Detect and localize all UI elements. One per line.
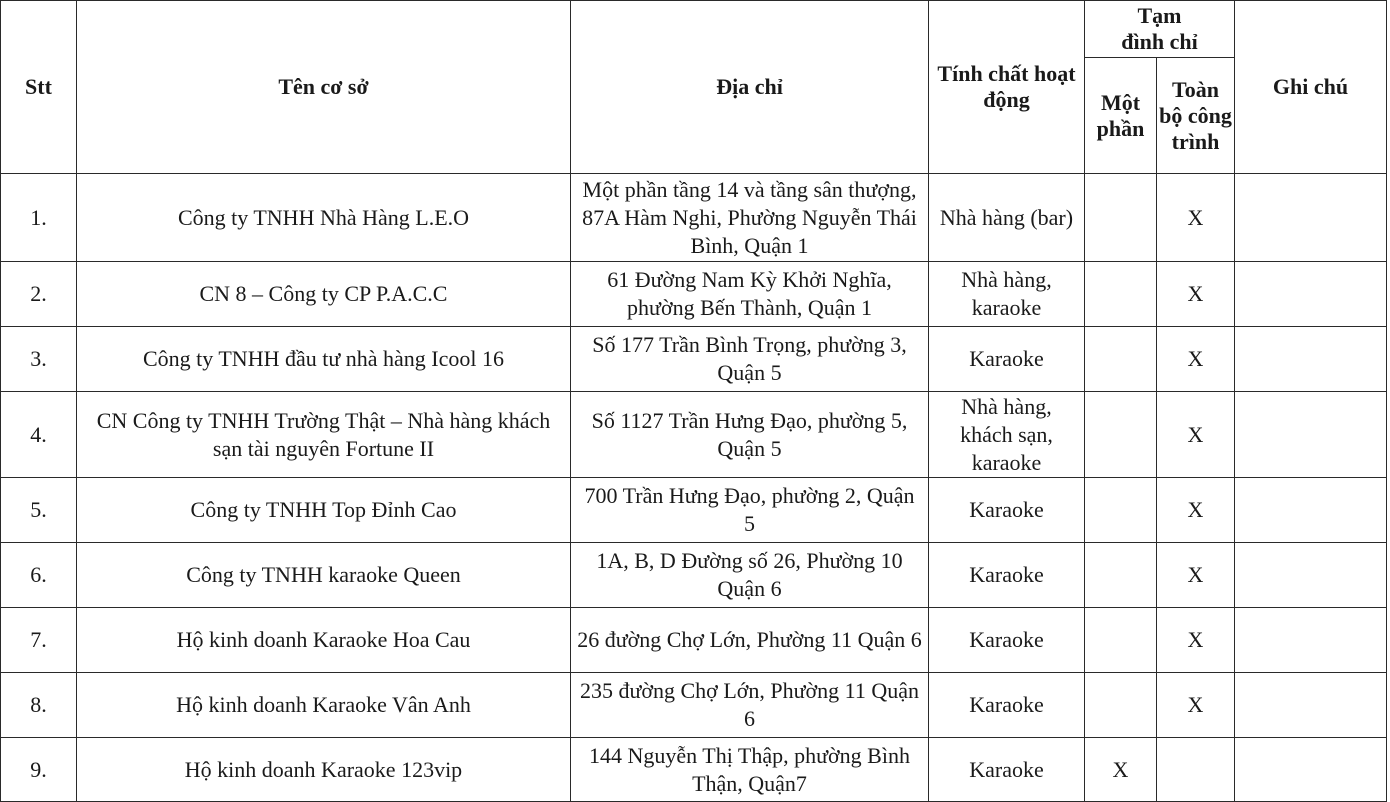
row-activity: Karaoke bbox=[929, 738, 1085, 802]
row-note bbox=[1235, 608, 1387, 673]
row-address: 700 Trần Hưng Đạo, phường 2, Quận 5 bbox=[571, 478, 929, 543]
row-name: Hộ kinh doanh Karaoke 123vip bbox=[77, 738, 571, 802]
row-partial-mark bbox=[1085, 262, 1157, 327]
row-partial-mark bbox=[1085, 392, 1157, 478]
row-partial-mark bbox=[1085, 608, 1157, 673]
row-note bbox=[1235, 543, 1387, 608]
row-activity: Nhà hàng (bar) bbox=[929, 174, 1085, 262]
row-whole-mark: X bbox=[1157, 174, 1235, 262]
row-address: 144 Nguyễn Thị Thập, phường Bình Thận, Quận7 bbox=[571, 738, 929, 802]
table-row bbox=[1, 673, 1387, 738]
row-whole-mark: X bbox=[1157, 392, 1235, 478]
table-row bbox=[1, 608, 1387, 673]
table-row bbox=[1, 327, 1387, 392]
row-note bbox=[1235, 327, 1387, 392]
row-partial-mark bbox=[1085, 174, 1157, 262]
row-activity: Karaoke bbox=[929, 608, 1085, 673]
row-whole-mark: X bbox=[1157, 543, 1235, 608]
row-whole-mark bbox=[1157, 738, 1235, 802]
row-name: Hộ kinh doanh Karaoke Hoa Cau bbox=[77, 608, 571, 673]
row-partial-mark bbox=[1085, 327, 1157, 392]
row-activity: Karaoke bbox=[929, 543, 1085, 608]
row-stt: 9. bbox=[1, 738, 77, 802]
row-name: Công ty TNHH đầu tư nhà hàng Icool 16 bbox=[77, 327, 571, 392]
row-address: 26 đường Chợ Lớn, Phường 11 Quận 6 bbox=[571, 608, 929, 673]
row-name: Công ty TNHH Top Đỉnh Cao bbox=[77, 478, 571, 543]
header-activity: Tính chất hoạt động bbox=[929, 1, 1085, 174]
row-activity: Karaoke bbox=[929, 327, 1085, 392]
table-row bbox=[1, 543, 1387, 608]
row-address: 235 đường Chợ Lớn, Phường 11 Quận 6 bbox=[571, 673, 929, 738]
header-partial: Một phần bbox=[1085, 58, 1157, 174]
row-stt: 1. bbox=[1, 174, 77, 262]
row-note bbox=[1235, 673, 1387, 738]
row-stt: 8. bbox=[1, 673, 77, 738]
table-header bbox=[1, 1, 1387, 174]
row-stt: 7. bbox=[1, 608, 77, 673]
row-note bbox=[1235, 262, 1387, 327]
table-row bbox=[1, 478, 1387, 543]
row-activity: Nhà hàng, khách sạn, karaoke bbox=[929, 392, 1085, 478]
row-whole-mark: X bbox=[1157, 478, 1235, 543]
row-stt: 6. bbox=[1, 543, 77, 608]
row-activity: Karaoke bbox=[929, 478, 1085, 543]
row-name: Công ty TNHH Nhà Hàng L.E.O bbox=[77, 174, 571, 262]
row-partial-mark bbox=[1085, 673, 1157, 738]
row-stt: 2. bbox=[1, 262, 77, 327]
row-whole-mark: X bbox=[1157, 262, 1235, 327]
row-whole-mark: X bbox=[1157, 327, 1235, 392]
row-note bbox=[1235, 738, 1387, 802]
header-name: Tên cơ sở bbox=[77, 1, 571, 174]
row-name: CN 8 – Công ty CP P.A.C.C bbox=[77, 262, 571, 327]
row-address: Một phần tầng 14 và tầng sân thượng, 87A Hàm Nghi, Phường Nguyễn Thái Bình, Quận 1 bbox=[571, 174, 929, 262]
row-note bbox=[1235, 478, 1387, 543]
row-address: 61 Đường Nam Kỳ Khởi Nghĩa, phường Bến Thành, Quận 1 bbox=[571, 262, 929, 327]
row-name: Hộ kinh doanh Karaoke Vân Anh bbox=[77, 673, 571, 738]
header-whole: Toàn bộ công trình bbox=[1157, 58, 1235, 174]
row-partial-mark bbox=[1085, 543, 1157, 608]
row-whole-mark: X bbox=[1157, 673, 1235, 738]
table-row bbox=[1, 262, 1387, 327]
row-activity: Karaoke bbox=[929, 673, 1085, 738]
row-name: Công ty TNHH karaoke Queen bbox=[77, 543, 571, 608]
row-name: CN Công ty TNHH Trường Thật – Nhà hàng khách sạn tài nguyên Fortune II bbox=[77, 392, 571, 478]
row-note bbox=[1235, 392, 1387, 478]
row-stt: 5. bbox=[1, 478, 77, 543]
row-address: Số 177 Trần Bình Trọng, phường 3, Quận 5 bbox=[571, 327, 929, 392]
row-activity: Nhà hàng, karaoke bbox=[929, 262, 1085, 327]
row-address: 1A, B, D Đường số 26, Phường 10 Quận 6 bbox=[571, 543, 929, 608]
row-partial-mark bbox=[1085, 478, 1157, 543]
table-body bbox=[1, 174, 1387, 802]
table-row bbox=[1, 738, 1387, 802]
header-suspension: Tạm đình chỉ bbox=[1085, 1, 1235, 58]
row-whole-mark: X bbox=[1157, 608, 1235, 673]
row-stt: 3. bbox=[1, 327, 77, 392]
header-note: Ghi chú bbox=[1235, 1, 1387, 174]
table-row bbox=[1, 392, 1387, 478]
header-address: Địa chỉ bbox=[571, 1, 929, 174]
row-note bbox=[1235, 174, 1387, 262]
table-row bbox=[1, 174, 1387, 262]
row-partial-mark: X bbox=[1085, 738, 1157, 802]
row-stt: 4. bbox=[1, 392, 77, 478]
header-stt: Stt bbox=[1, 1, 77, 174]
row-address: Số 1127 Trần Hưng Đạo, phường 5, Quận 5 bbox=[571, 392, 929, 478]
